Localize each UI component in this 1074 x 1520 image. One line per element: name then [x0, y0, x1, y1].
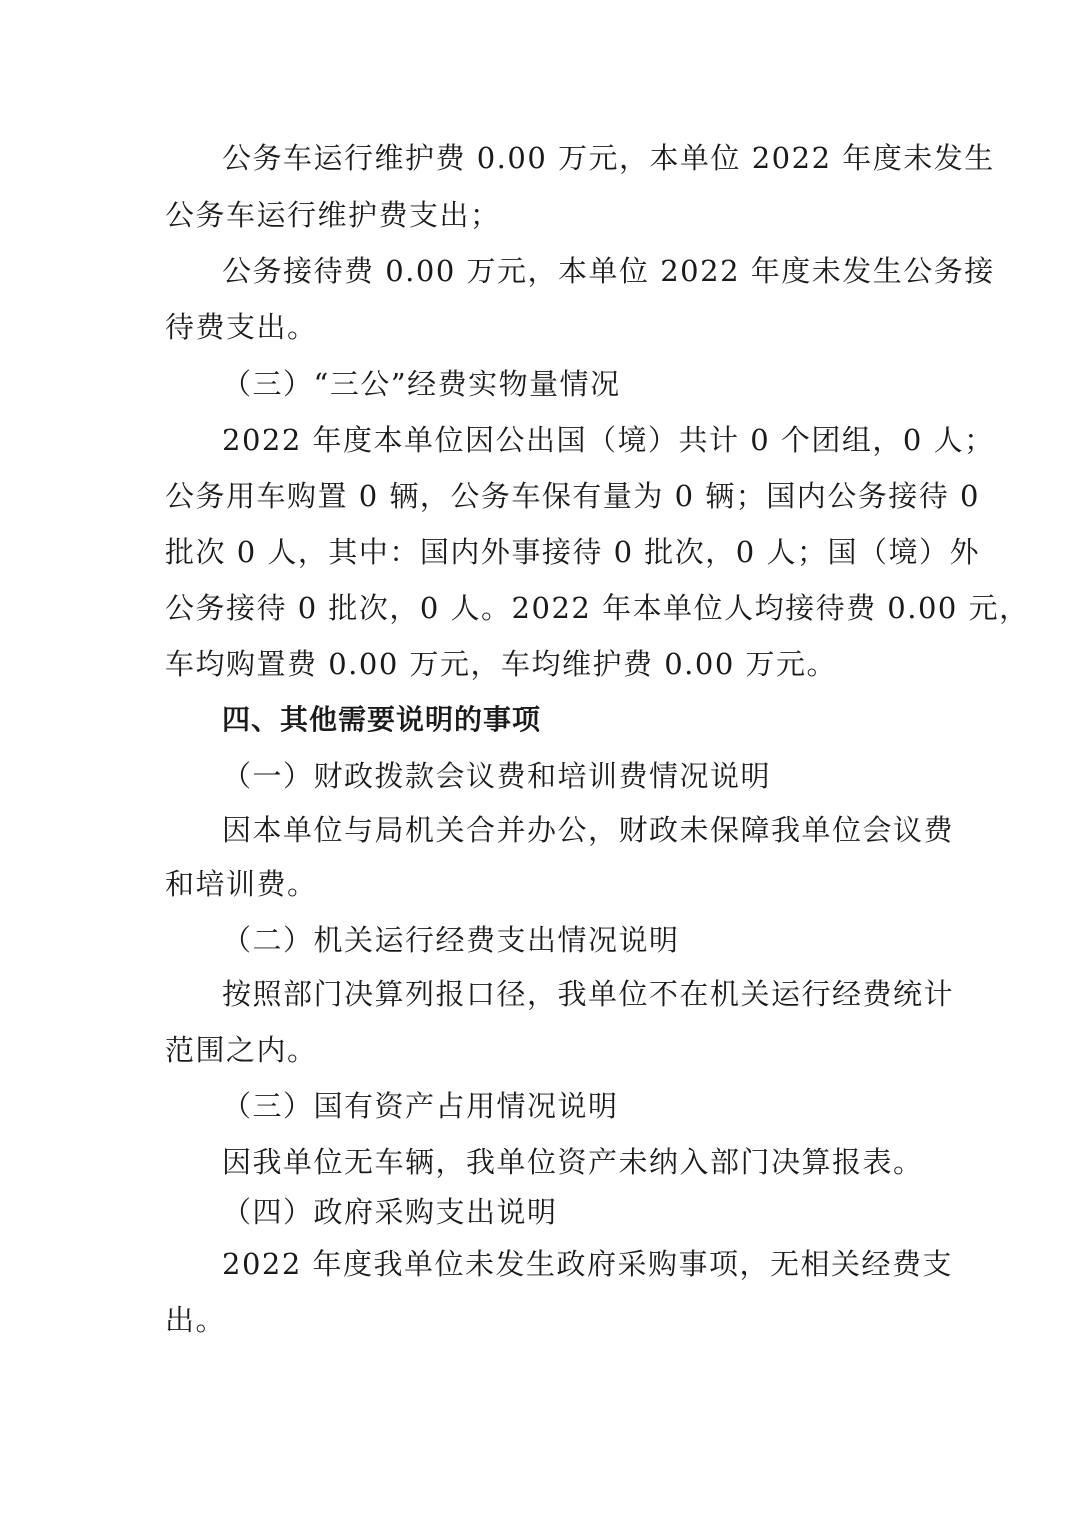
paragraph-quantity-line-4: 公务接待 0 批次，0 人。2022 年本单位人均接待费 0.00 元，: [165, 591, 1030, 625]
paragraph-quantity-line-2: 公务用车购置 0 辆，公务车保有量为 0 辆；国内公务接待 0: [165, 479, 980, 513]
subheading-government-procurement: （四）政府采购支出说明: [222, 1195, 558, 1229]
paragraph-operating-expenses-line-2: 范围之内。: [165, 1033, 318, 1067]
paragraph-procurement-line-2: 出。: [165, 1303, 227, 1337]
paragraph-operating-expenses-line-1: 按照部门决算列报口径，我单位不在机关运行经费统计: [222, 977, 955, 1011]
subheading-state-assets: （三）国有资产占用情况说明: [222, 1089, 619, 1123]
subheading-meeting-training-fees: （一）财政拨款会议费和培训费情况说明: [222, 759, 772, 793]
paragraph-meeting-training-line-1: 因本单位与局机关合并办公，财政未保障我单位会议费: [222, 813, 955, 847]
paragraph-vehicle-maintenance-line-1: 公务车运行维护费 0.00 万元，本单位 2022 年度未发生: [222, 141, 995, 175]
paragraph-quantity-line-3: 批次 0 人，其中：国内外事接待 0 批次，0 人；国（境）外: [165, 535, 980, 569]
subheading-three-public-quantity: （三）“三公”经费实物量情况: [222, 367, 621, 401]
paragraph-quantity-line-1: 2022 年度本单位因公出国（境）共计 0 个团组，0 人；: [222, 423, 995, 457]
subheading-operating-expenses: （二）机关运行经费支出情况说明: [222, 923, 680, 957]
paragraph-reception-fee-line-2: 待费支出。: [165, 310, 318, 344]
paragraph-meeting-training-line-2: 和培训费。: [165, 867, 318, 901]
paragraph-vehicle-maintenance-line-2: 公务车运行维护费支出；: [165, 198, 501, 232]
paragraph-reception-fee-line-1: 公务接待费 0.00 万元，本单位 2022 年度未发生公务接: [222, 254, 995, 288]
paragraph-quantity-line-5: 车均购置费 0.00 万元，车均维护费 0.00 万元。: [165, 647, 838, 681]
paragraph-procurement-line-1: 2022 年度我单位未发生政府采购事项，无相关经费支: [222, 1247, 954, 1281]
paragraph-state-assets-line-1: 因我单位无车辆，我单位资产未纳入部门决算报表。: [222, 1145, 924, 1179]
section-heading-other-matters: 四、其他需要说明的事项: [222, 703, 542, 736]
